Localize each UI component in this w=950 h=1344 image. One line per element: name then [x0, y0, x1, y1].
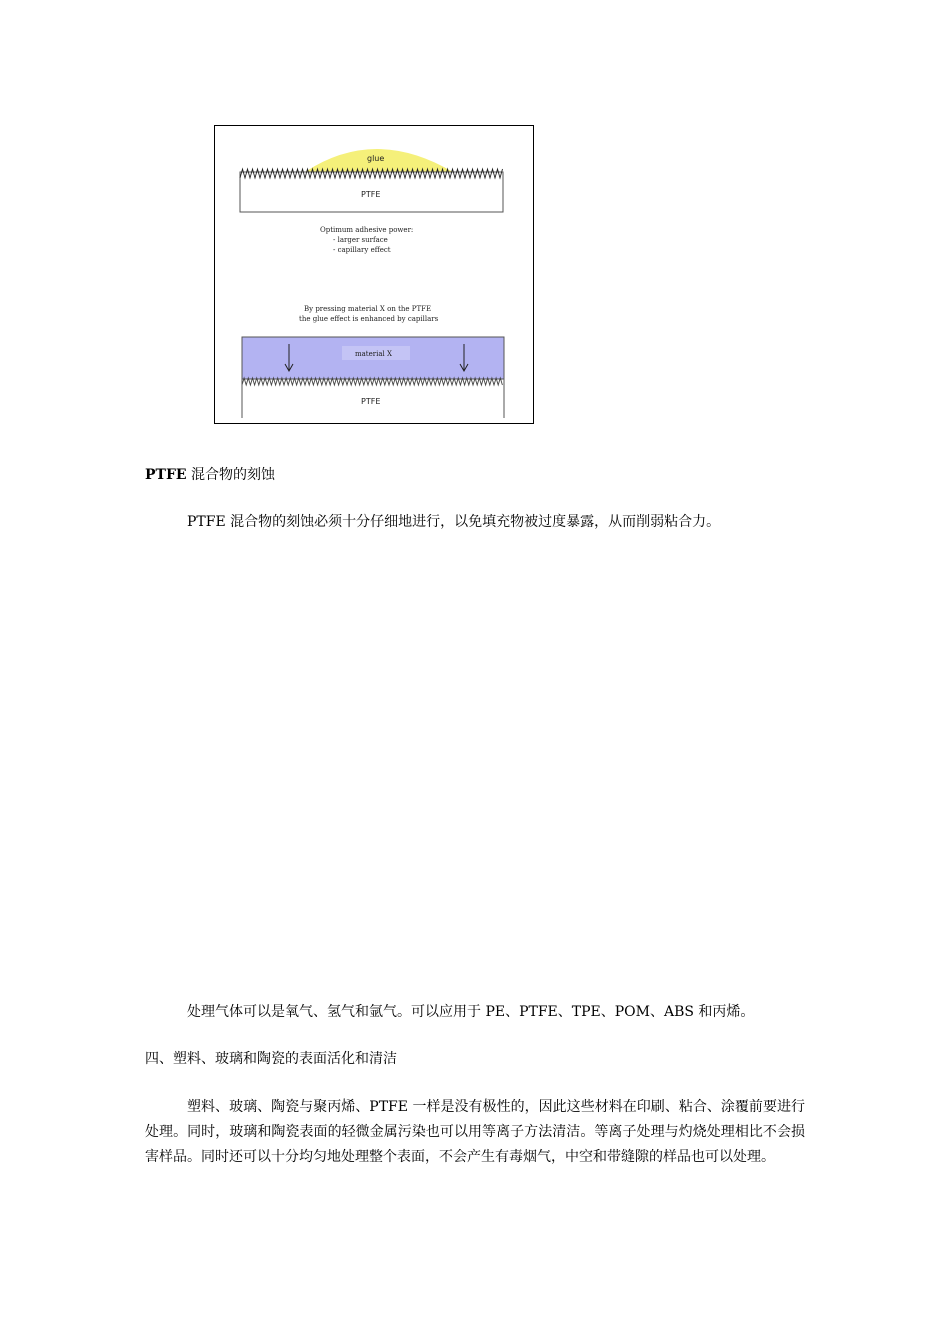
- ptfe-top-label: PTFE: [361, 190, 381, 199]
- paragraph-surface-activation-text: 塑料、玻璃、陶瓷与聚丙烯、PTFE 一样是没有极性的，因此这些材料在印刷、粘合、涂覆前要进行处理。同时，玻璃和陶瓷表面的轻微金属污染也可以用等离子方法清洁。等离子处理与灼烧处理相比不会损害样品。同时还可以十分均匀地处理整个表面，不会产生有毒烟气，中空和带缝隙的样品也可以处理。: [145, 1099, 805, 1165]
- ptfe-adhesion-diagram: [214, 125, 534, 424]
- caption1-line2: - larger surface: [333, 236, 388, 244]
- heading-cn: 混合物的刻蚀: [186, 467, 276, 483]
- paragraph-ptfe-etching: [145, 510, 805, 535]
- paragraph-process-gases: [145, 1000, 805, 1025]
- caption2-line1: By pressing material X on the PTFE: [304, 305, 432, 313]
- caption2-line2: the glue effect is enhanced by capillars: [299, 315, 439, 323]
- paragraph-surface-activation: [145, 1095, 805, 1170]
- paragraph-process-gases-text: 处理气体可以是氧气、氢气和氩气。可以应用于 PE、PTFE、TPE、POM、ABS 和丙烯。: [187, 1004, 755, 1020]
- paragraph-ptfe-etching-text: PTFE 混合物的刻蚀必须十分仔细地进行，以免填充物被过度暴露，从而削弱粘合力。: [187, 514, 721, 530]
- glue-label: glue: [367, 154, 385, 163]
- material-x-label: material X: [355, 350, 392, 358]
- ptfe-bottom-label: PTFE: [361, 397, 381, 406]
- heading-latin: PTFE: [145, 467, 187, 483]
- section-heading-ptfe-etching: [145, 463, 275, 487]
- caption1-line3: - capillary effect: [333, 246, 391, 254]
- section-heading-surface-activation: 四、塑料、玻璃和陶瓷的表面活化和清洁: [145, 1051, 397, 1067]
- diagram-svg: [215, 126, 535, 425]
- caption1-line1: Optimum adhesive power:: [320, 226, 414, 234]
